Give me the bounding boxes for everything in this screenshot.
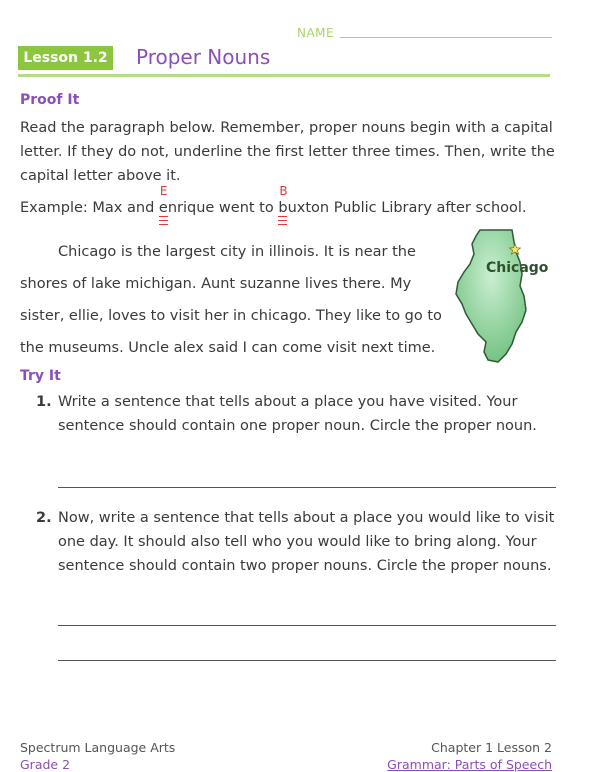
example-word1-rest: nrique	[167, 200, 215, 216]
example-suffix: Public Library after school.	[329, 200, 527, 216]
proof-it-heading: Proof It	[20, 92, 80, 108]
footer-grade: Grade 2	[20, 757, 71, 772]
footer-topic: Grammar: Parts of Speech	[387, 757, 552, 772]
question-text-2: Now, write a sentence that tells about a place you would like to visit one day. It should also tell who you would like to bring along. Your sentence should contain two proper nouns. Circle the proper nouns.	[58, 510, 555, 574]
correction-letter-e: E	[159, 184, 168, 198]
example-sentence	[20, 184, 527, 218]
answer-line-1[interactable]	[58, 487, 556, 488]
name-field-line[interactable]	[340, 37, 552, 38]
question-text-1: Write a sentence that tells about a place you have visited. Your sentence should contain one proper noun. Circle the proper noun.	[58, 394, 537, 434]
proof-it-instructions: Read the paragraph below. Remember, proper nouns begin with a capital letter. If they do not, underline the first letter three times. Then, write the capital letter above it.	[20, 120, 555, 184]
answer-line-2b[interactable]	[58, 660, 556, 661]
footer-book-title: Spectrum Language Arts	[20, 740, 176, 755]
lesson-badge: Lesson 1.2	[18, 46, 113, 70]
example-word1-first: e	[158, 200, 168, 216]
footer-chapter: Chapter 1 Lesson 2	[431, 740, 552, 755]
correction-letter-b: B	[279, 184, 288, 198]
question-number-2: 2.	[36, 510, 52, 526]
correction-mark-b	[278, 184, 288, 218]
map-label-chicago: Chicago	[486, 260, 549, 276]
illinois-map-icon	[450, 228, 560, 364]
title-divider	[18, 74, 550, 77]
example-middle: went to	[214, 200, 279, 216]
triple-underline-icon	[278, 216, 287, 225]
example-word2-rest: uxton	[287, 200, 330, 216]
name-label: NAME	[297, 26, 335, 40]
try-it-heading: Try It	[20, 368, 61, 384]
example-word2-first: b	[278, 200, 288, 216]
proofread-paragraph-text: Chicago is the largest city in illinois. It is near the shores of lake michigan. Aunt suzanne lives there. My sister, ellie, loves to visit her in chicago. They like to go to the museums. Uncle alex said I can come visit next time.	[20, 244, 442, 356]
lesson-title: Proper Nouns	[136, 45, 271, 69]
answer-line-2a[interactable]	[58, 625, 556, 626]
question-number-1: 1.	[36, 394, 52, 410]
proofread-paragraph	[20, 236, 450, 364]
example-prefix: Example: Max and	[20, 200, 159, 216]
correction-mark-e	[158, 184, 168, 218]
triple-underline-icon	[159, 216, 168, 225]
